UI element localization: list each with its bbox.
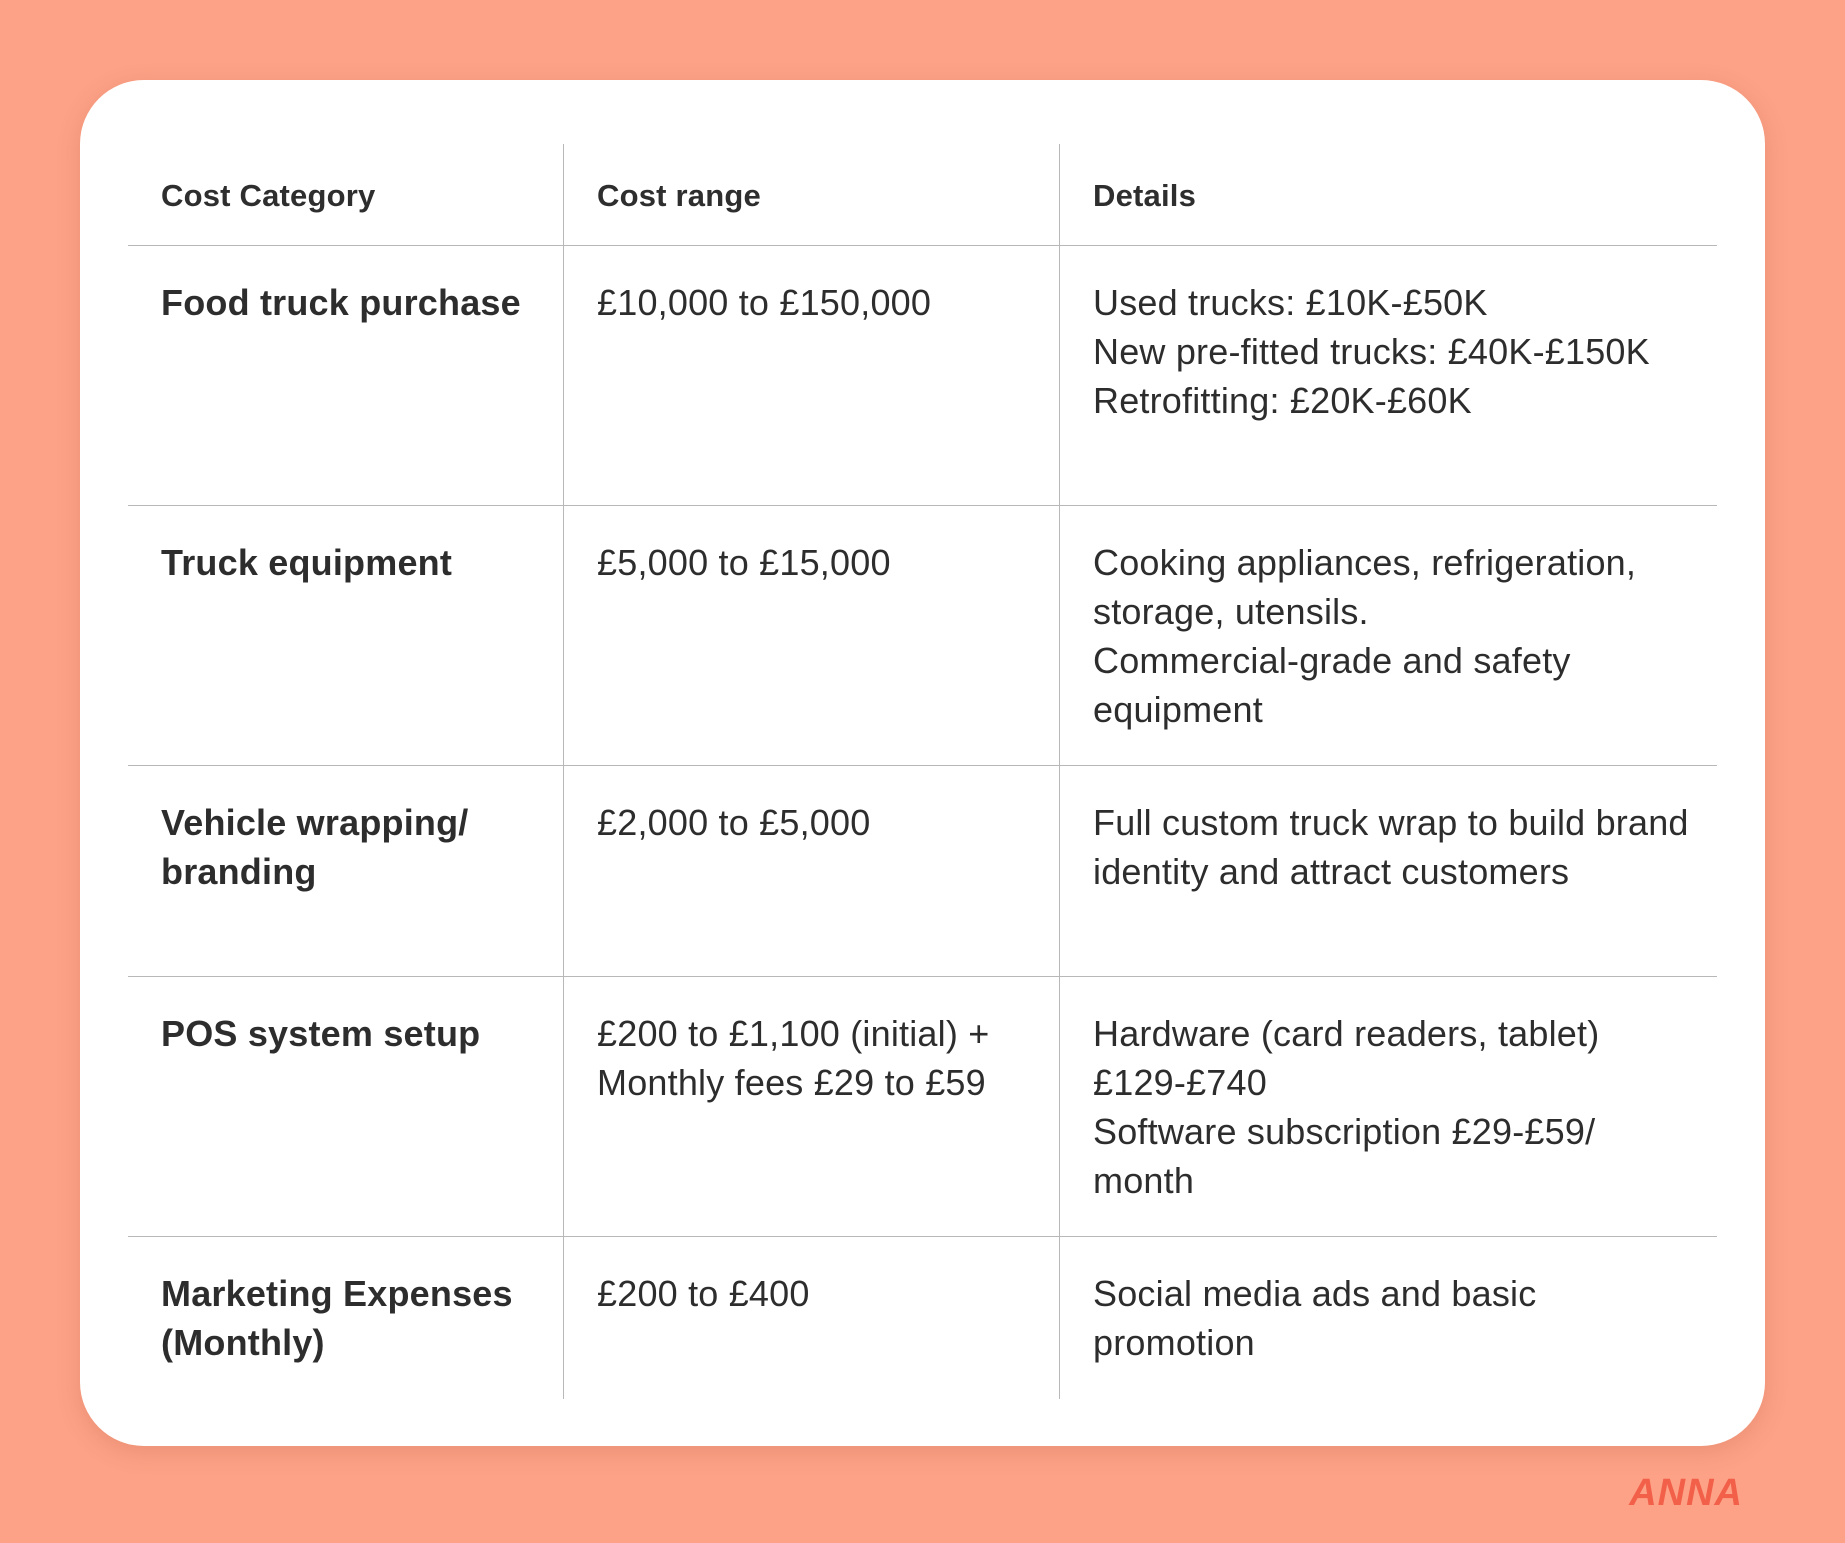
anna-logo: ANNA — [1629, 1472, 1743, 1514]
row-vehicle-wrapping-range: £2,000 to £5,000 — [563, 766, 1059, 977]
detail-line: Full custom truck wrap to build brand identity and attract customers — [1093, 802, 1689, 892]
header-details: Details — [1059, 144, 1717, 246]
row-food-truck-purchase-details — [1059, 246, 1717, 506]
cost-table — [128, 144, 1717, 1399]
detail-line: Retrofitting: £20K-£60K — [1093, 380, 1472, 421]
detail-line: Used trucks: £10K-£50K — [1093, 282, 1488, 323]
row-food-truck-purchase-range: £10,000 to £150,000 — [563, 246, 1059, 506]
row-pos-system-range: £200 to £1,100 (initial) + Monthly fees £29 to £59 — [563, 977, 1059, 1237]
row-pos-system-category: POS system setup — [128, 977, 563, 1237]
detail-line: Social media ads and basic promotion — [1093, 1273, 1537, 1363]
cost-table-card — [80, 80, 1765, 1446]
row-vehicle-wrapping-category: Vehicle wrapping/ branding — [128, 766, 563, 977]
header-cost-range: Cost range — [563, 144, 1059, 246]
detail-line: Commercial-grade and safety equipment — [1093, 640, 1571, 730]
row-vehicle-wrapping-details — [1059, 766, 1717, 977]
detail-line: Hardware (card readers, tablet) £129-£740 — [1093, 1013, 1600, 1103]
detail-line: Software subscription £29-£59/ month — [1093, 1111, 1596, 1201]
row-marketing-expenses-details — [1059, 1237, 1717, 1399]
detail-line: New pre-fitted trucks: £40K-£150K — [1093, 331, 1650, 372]
header-cost-category: Cost Category — [128, 144, 563, 246]
row-pos-system-details — [1059, 977, 1717, 1237]
row-marketing-expenses-range: £200 to £400 — [563, 1237, 1059, 1399]
row-truck-equipment-category: Truck equipment — [128, 506, 563, 766]
row-truck-equipment-range: £5,000 to £15,000 — [563, 506, 1059, 766]
row-food-truck-purchase-category: Food truck purchase — [128, 246, 563, 506]
detail-line: Cooking appliances, refrigeration, storage, utensils. — [1093, 542, 1637, 632]
row-marketing-expenses-category: Marketing Expenses (Monthly) — [161, 1273, 513, 1363]
row-truck-equipment-details — [1059, 506, 1717, 766]
